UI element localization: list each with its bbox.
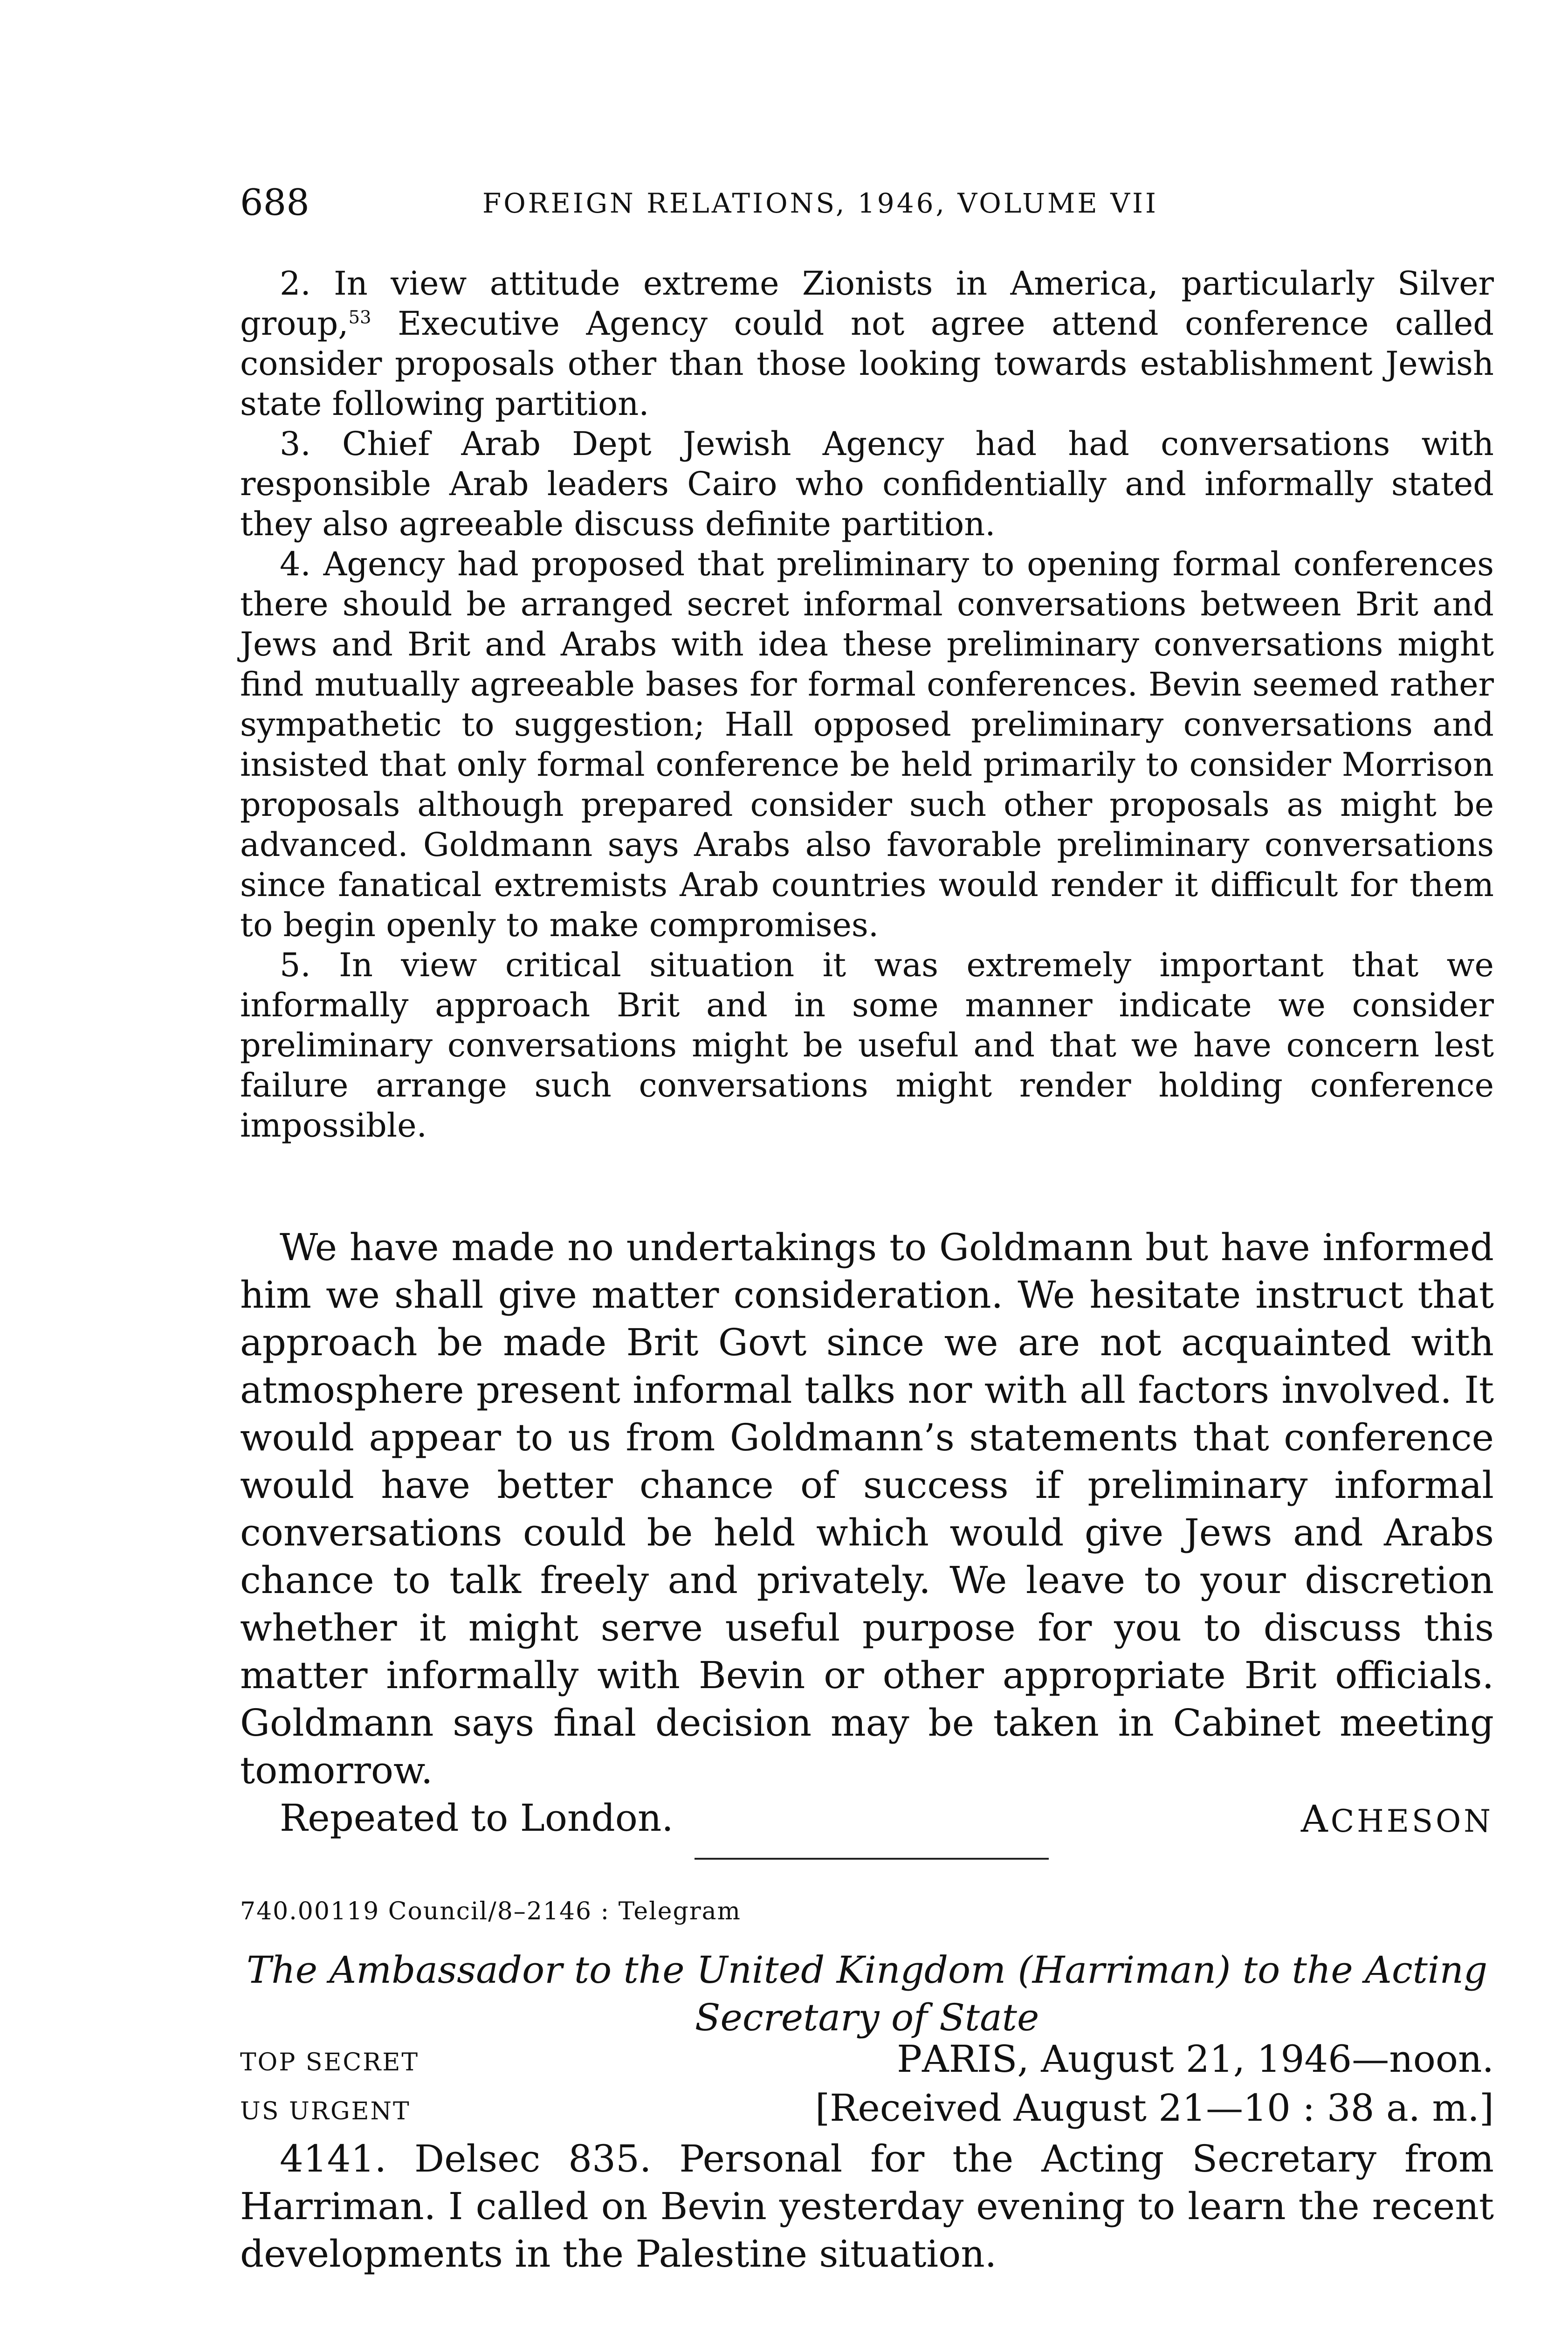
point-5: 5. In view critical situation it was extremely important that we informally approach Brit and in some manner indicate we consider preliminary conversations might be useful and that we have concern lest failure arrange such conversations might render holding conference impossible. <box>240 946 1494 1145</box>
point-3: 3. Chief Arab Dept Jewish Agency had had conversations with responsible Arab leaders Cairo who confidentially and informally stated they also agreeable discuss definite partition. <box>240 425 1494 543</box>
classification-row <box>240 2037 1494 2089</box>
running-title: FOREIGN RELATIONS, 1946, VOLUME VII <box>482 187 1158 219</box>
priority-row <box>240 2086 1494 2138</box>
classification: TOP SECRET <box>240 2048 419 2076</box>
priority: US URGENT <box>240 2097 411 2125</box>
repeated-note: Repeated to London. <box>280 1796 674 1840</box>
message-body: 4141. Delsec 835. Personal for the Acting Secretary from Harriman. I called on Bevin yesterday evening to learn the recent developments in the Palestine situation. <box>240 2137 1494 2276</box>
main-text <box>240 1224 1494 1842</box>
received-stamp: [Received August 21—10 : 38 a. m.] <box>815 2086 1494 2130</box>
point-2: 2. In view attitude extreme Zionists in America, particularly Silver group,$^{53}$ Executive Agency could not agree attend conference called consider proposals other than those looking towards establishment Jewish state following partition. <box>240 264 1494 423</box>
place-date: PARIS, August 21, 1946—noon. <box>897 2037 1494 2081</box>
telegram-points <box>240 263 1494 1145</box>
footnote-ref[interactable]: 53 <box>348 307 371 328</box>
main-paragraph: We have made no undertakings to Goldmann but have informed him we shall give matter consideration. We hesitate instruct that approach be made Brit Govt since we are not acquainted with atmosphere present informal talks nor with all factors involved. It would appear to us from Goldmann’s statements that conference would have better chance of success if preliminary informal conversations could be held which would give Jews and Arabs chance to talk freely and privately. We leave to your discretion whether it might serve useful purpose for you to discuss this matter informally with Bevin or other appropriate Brit officials. Goldmann says final decision may be taken in Cabinet meeting tomorrow. <box>240 1226 1494 1792</box>
signature: ACHESON <box>1300 1797 1493 1841</box>
document-heading: The Ambassador to the United Kingdom (Harriman) to the Acting Secretary of State <box>246 1948 1488 2039</box>
point-4: 4. Agency had proposed that preliminary to opening formal conferences there should be arranged secret informal conversations between Brit and Jews and Brit and Arabs with idea these preliminary conversations might find mutually agreeable bases for formal conferences. Bevin seemed rather sympathetic to suggestion; Hall opposed preliminary conversations and insisted that only formal conference be held primarily to consider Morrison proposals although prepared consider such other proposals as might be advanced. Goldmann says Arabs also favorable preliminary conversations since fanatical extremists Arab countries would render it difficult for them to begin openly to make compromises. <box>240 545 1494 944</box>
section-divider <box>695 1858 1049 1860</box>
file-number: 740.00119 Council/8–2146 : Telegram <box>240 1897 741 1925</box>
page-header <box>240 182 1494 233</box>
page-number: 688 <box>240 182 309 224</box>
